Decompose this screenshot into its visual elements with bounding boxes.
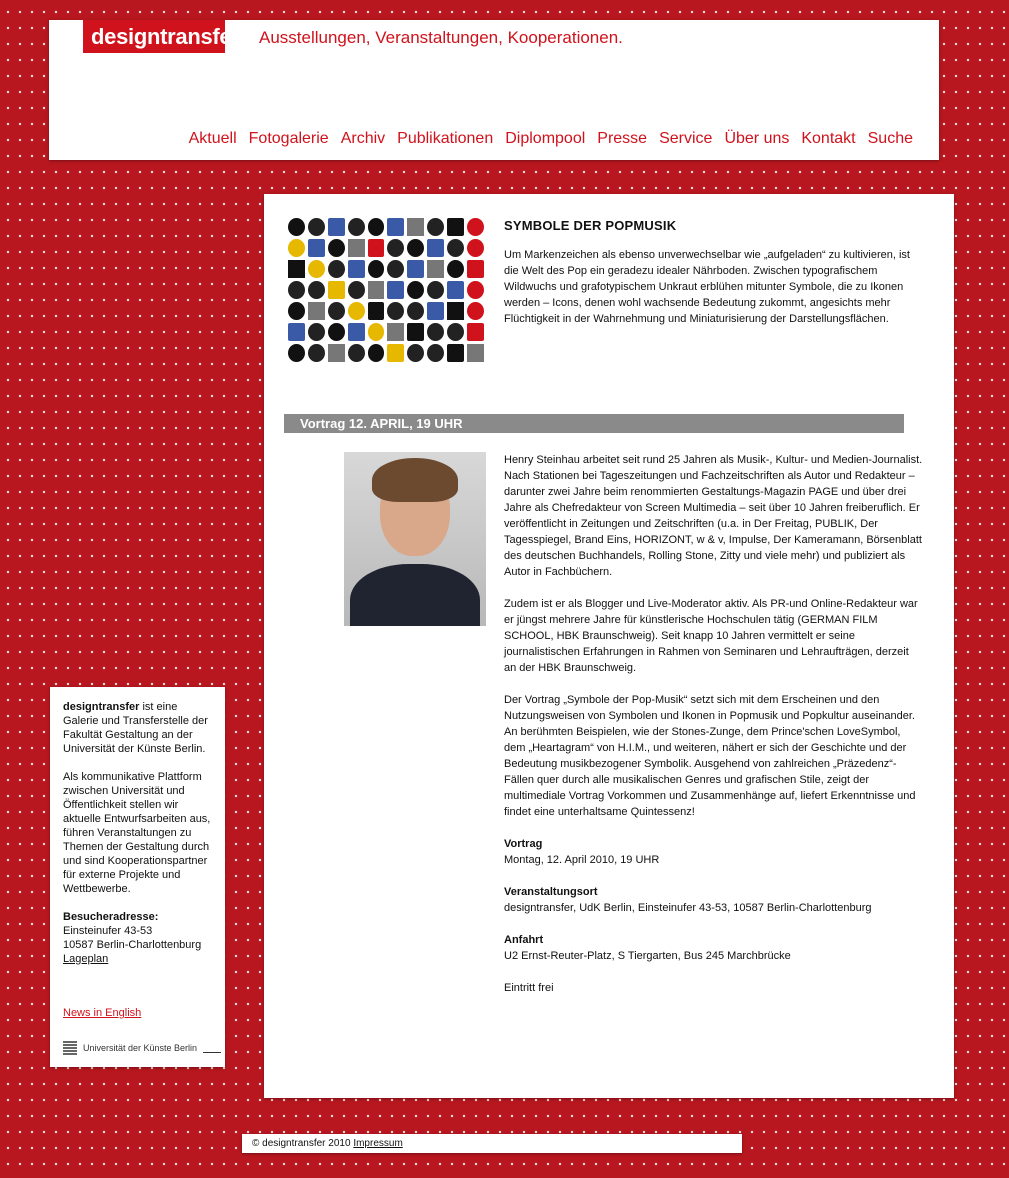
about-paragraph [63, 700, 212, 756]
collage-symbol-icon [407, 302, 424, 320]
collage-symbol-icon [308, 218, 325, 236]
nav-archiv[interactable]: Archiv [340, 130, 386, 147]
collage-symbol-icon [447, 302, 464, 320]
collage-symbol-icon [407, 344, 424, 362]
address-line-2: 10587 Berlin-Charlottenburg [63, 939, 202, 951]
collage-symbol-icon [368, 281, 385, 299]
admission-text: Eintritt frei [504, 982, 554, 994]
collage-symbol-icon [348, 281, 365, 299]
collage-symbol-icon [467, 239, 484, 257]
lecture-paragraph: Der Vortrag „Symbole der Pop-Musik“ setzt sich mit dem Erscheinen und den Nutzungsweisen von Symbolen und Ikonen in Popmusik und Popkultur auseinander. An berühmten Beispielen, wie der Stones-Zunge, dem Prince'schen LoveSymbol, dem „Heartagram“ von H.I.M., und weiteren, nähert er sich der Geschichte und der Bedeutung musikbezogener Symbolik. Ausgehend von zahlreichen „Präzedenz“-Fällen quer durch alle musikalischen Genres und grafischen Stile, zeigt der multimediale Vortrag Vorkommen und Zusammenhänge auf, liefert Erkenntnisse und findet eine unterhaltsame Quintessenz! [504, 694, 916, 818]
lecture-label: Vortrag [504, 838, 543, 850]
bio-paragraph: Henry Steinhau arbeitet seit rund 25 Jahren als Musik-, Kultur- und Medien-Journalist. Nach Stationen bei Tageszeitungen und Fachzeitschriften als Autor und Redakteur – darunter zwei Jahre beim renommierten Gestaltungs-Magazin PAGE und über drei Jahre als Chefredakteur von Screen Multimedia – seit über 10 Jahren freiberuflich. Er veröffentlicht in Zeitungen und Zeitschriften (u.a. in Der Freitag, PUBLIK, Der Tagesspiegel, Brand Eins, HORIZONT, w & v, Impulse, Der Kameramann, Börsenblatt des deutschen Buchhandels, Rolling Stone, Zitty und viele mehr) und publiziert als Autor in Fachbüchern. [504, 454, 923, 578]
main-content [264, 194, 954, 1098]
collage-symbol-icon [328, 260, 345, 278]
collage-symbol-icon [368, 323, 385, 341]
collage-symbol-icon [407, 323, 424, 341]
news-in-english-link[interactable]: News in English [63, 1007, 142, 1019]
collage-symbol-icon [427, 302, 444, 320]
speaker-portrait-image [344, 452, 486, 626]
directions-label: Anfahrt [504, 934, 544, 946]
collage-symbol-icon [387, 281, 404, 299]
collage-symbol-icon [328, 281, 345, 299]
logo[interactable]: designtransfer : [83, 20, 225, 53]
event-date-bar: Vortrag 12. APRIL, 19 UHR [284, 414, 904, 433]
collage-symbol-icon [447, 260, 464, 278]
collage-symbol-icon [288, 302, 305, 320]
collage-symbol-icon [348, 302, 365, 320]
portrait-shirt [350, 564, 480, 626]
sidebar-brand: designtransfer [63, 701, 140, 713]
collage-symbol-icon [368, 218, 385, 236]
sidebar-brand-text: ist eine Galerie und Transferstelle der Fakultät Gestaltung an der Universität der Künste Berlin. [63, 701, 208, 755]
collage-symbol-icon [308, 302, 325, 320]
collage-symbol-icon [348, 239, 365, 257]
lecture-date: Montag, 12. April 2010, 19 UHR [504, 854, 660, 866]
collage-symbol-icon [387, 344, 404, 362]
nav-service[interactable]: Service [659, 130, 713, 147]
venue-label: Veranstaltungsort [504, 886, 598, 898]
lageplan-link[interactable]: Lageplan [63, 953, 109, 965]
tagline: Ausstellungen, Veranstaltungen, Kooperationen. [259, 28, 623, 47]
udk-logo[interactable] [63, 1041, 221, 1055]
collage-symbol-icon [368, 239, 385, 257]
collage-symbol-icon [387, 302, 404, 320]
collage-symbol-icon [407, 218, 424, 236]
udk-underline [203, 1044, 221, 1053]
collage-symbol-icon [467, 302, 484, 320]
directions-info [504, 932, 924, 964]
nav-ueber-uns[interactable]: Über uns [724, 130, 790, 147]
collage-symbol-icon [387, 260, 404, 278]
platform-paragraph: Als kommunikative Plattform zwischen Universität und Öffentlichkeit stellen wir aktuelle Entwurfsarbeiten aus, führen Veranstaltungen zu Themen der Gestaltung durch und sind Kooperationspartner für externe Projekte und Wettbewerbe. [63, 771, 211, 895]
collage-symbol-icon [407, 260, 424, 278]
collage-symbol-icon [387, 218, 404, 236]
collage-symbol-icon [467, 218, 484, 236]
nav-fotogalerie[interactable]: Fotogalerie [248, 130, 329, 147]
collage-symbol-icon [348, 218, 365, 236]
lecture-info [504, 836, 924, 868]
collage-symbol-icon [288, 281, 305, 299]
footer [242, 1134, 742, 1153]
collage-symbol-icon [348, 344, 365, 362]
pop-symbols-collage-image [288, 218, 484, 362]
venue-info [504, 884, 924, 916]
collage-symbol-icon [328, 323, 345, 341]
collage-symbol-icon [427, 323, 444, 341]
nav-suche[interactable]: Suche [867, 130, 913, 147]
collage-symbol-icon [328, 344, 345, 362]
english-news-wrap [63, 1006, 212, 1020]
collage-symbol-icon [467, 281, 484, 299]
collage-symbol-icon [288, 239, 305, 257]
collage-symbol-icon [308, 344, 325, 362]
nav-presse[interactable]: Presse [597, 130, 648, 147]
address-label: Besucheradresse: [63, 911, 159, 923]
collage-symbol-icon [328, 218, 345, 236]
address-line-1: Einsteinufer 43-53 [63, 925, 153, 937]
udk-grid-icon [63, 1041, 77, 1055]
copyright: © designtransfer 2010 [252, 1138, 351, 1149]
collage-symbol-icon [288, 344, 305, 362]
collage-symbol-icon [407, 281, 424, 299]
collage-symbol-icon [288, 260, 305, 278]
header [49, 20, 939, 160]
collage-symbol-icon [288, 218, 305, 236]
collage-symbol-icon [447, 239, 464, 257]
collage-symbol-icon [447, 281, 464, 299]
collage-symbol-icon [467, 260, 484, 278]
collage-symbol-icon [427, 344, 444, 362]
collage-symbol-icon [467, 344, 484, 362]
collage-symbol-icon [467, 323, 484, 341]
intro-text: Um Markenzeichen als ebenso unverwechselbar wie „aufgeladen“ zu kultivieren, ist die Welt des Pop ein geradezu idealer Nährboden. Zwischen typografischem Wildwuchs und grafotypischem Unkraut erblühen mitunter Symbole, die zu Ikonen werden – Icons, denen wohl wachsende Bedeutung zukommt, angesichts mehr Flüchtigkeit in der Wahrnehmung und Miniaturisierung der Darstellungsflächen. [504, 249, 910, 325]
article-body [504, 452, 924, 1012]
collage-symbol-icon [308, 281, 325, 299]
collage-symbol-icon [308, 323, 325, 341]
portrait-hair [372, 458, 458, 502]
collage-symbol-icon [308, 260, 325, 278]
main-nav [189, 130, 913, 148]
sidebar [50, 687, 225, 1067]
collage-symbol-icon [348, 260, 365, 278]
collage-symbol-icon [387, 323, 404, 341]
collage-symbol-icon [427, 260, 444, 278]
collage-symbol-icon [328, 302, 345, 320]
udk-name: Universität der Künste Berlin [83, 1043, 198, 1053]
nav-publikationen[interactable]: Publikationen [397, 130, 494, 147]
collage-symbol-icon [427, 218, 444, 236]
collage-symbol-icon [308, 239, 325, 257]
collage-symbol-icon [447, 218, 464, 236]
nav-aktuell[interactable]: Aktuell [188, 130, 237, 147]
collage-symbol-icon [427, 281, 444, 299]
collage-symbol-icon [368, 344, 385, 362]
collage-symbol-icon [288, 323, 305, 341]
directions-value: U2 Ernst-Reuter-Platz, S Tiergarten, Bus 245 Marchbrücke [504, 950, 791, 962]
collage-symbol-icon [407, 239, 424, 257]
collage-symbol-icon [447, 344, 464, 362]
activity-paragraph: Zudem ist er als Blogger und Live-Moderator aktiv. Als PR-und Online-Redakteur war er jüngst mehrere Jahre für künstlerische Hochschulen tätig (GERMAN FILM SCHOOL, HBK Braunschweig). Seit knapp 10 Jahren vermittelt er seine journalistischen Erfahrungen in Rahmen von Seminaren und Lehraufträgen, derzeit an der HBK Braunschweig. [504, 598, 918, 674]
collage-symbol-icon [368, 260, 385, 278]
page-title: SYMBOLE DER POPMUSIK [504, 218, 677, 233]
collage-symbol-icon [427, 239, 444, 257]
collage-symbol-icon [328, 239, 345, 257]
collage-symbol-icon [348, 323, 365, 341]
impressum-link[interactable]: Impressum [353, 1138, 403, 1149]
venue-value: designtransfer, UdK Berlin, Einsteinufer 43-53, 10587 Berlin-Charlottenburg [504, 902, 872, 914]
visitor-address [63, 910, 212, 966]
collage-symbol-icon [387, 239, 404, 257]
nav-kontakt[interactable]: Kontakt [801, 130, 856, 147]
nav-diplompool[interactable]: Diplompool [505, 130, 586, 147]
collage-symbol-icon [368, 302, 385, 320]
collage-symbol-icon [447, 323, 464, 341]
